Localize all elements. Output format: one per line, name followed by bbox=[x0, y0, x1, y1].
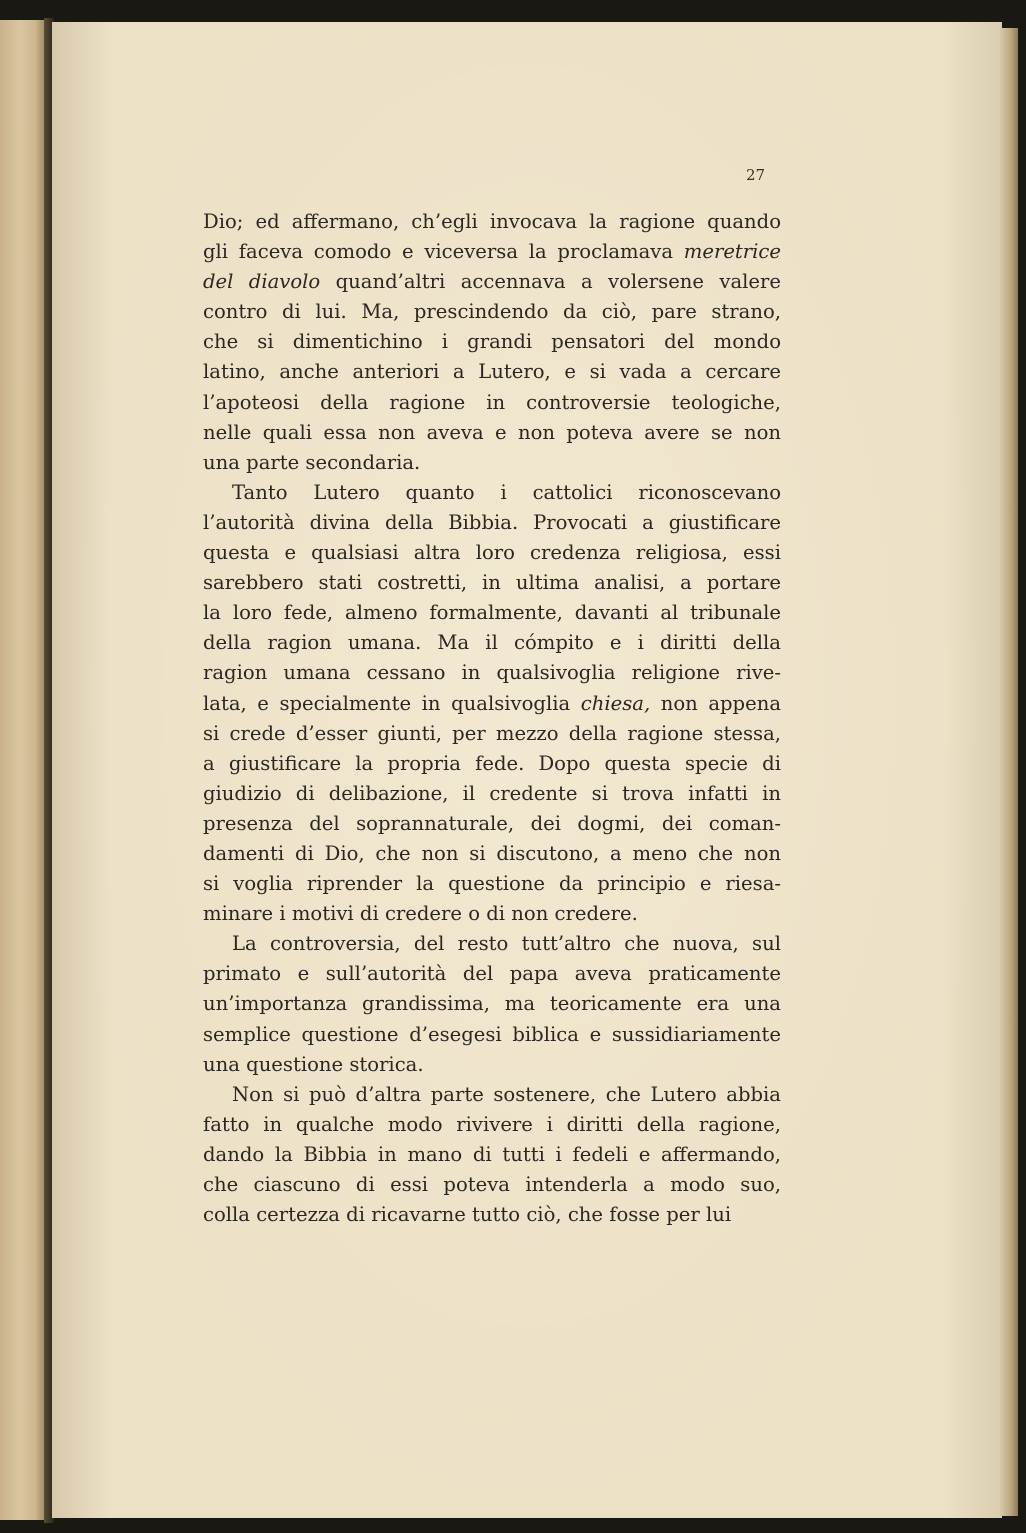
text-line: nelle quali essa non aveva e non poteva avere se non bbox=[203, 420, 781, 444]
text-line: minare i motivi di credere o di non credere. bbox=[203, 902, 638, 926]
text-line: un’importanza grandissima, ma teoricamente era una bbox=[203, 992, 781, 1016]
text-line: che ciascuno di essi poteva intenderla a modo suo, bbox=[203, 1173, 781, 1196]
text-line: una parte secondaria. bbox=[203, 450, 421, 474]
text-line: La controversia, del resto tutt’altro che nuova, sul bbox=[232, 932, 781, 956]
text-line: della ragion umana. Ma il cómpito e i diritti della bbox=[203, 631, 781, 655]
text-line: una questione storica. bbox=[203, 1052, 424, 1076]
text-line: Dio; ed affermano, ch’egli invocava la ragione quando bbox=[203, 210, 781, 233]
text-line: l’autorità divina della Bibbia. Provocati a giustificare bbox=[203, 510, 781, 534]
text-line: si crede d’esser giunti, per mezzo della ragione stessa, bbox=[203, 721, 781, 745]
text-line: presenza del soprannaturale, dei dogmi, dei coman- bbox=[203, 811, 781, 835]
text-line: si voglia riprender la questione da principio e riesa- bbox=[203, 872, 781, 896]
text-line: questa e qualsiasi altra loro credenza religiosa, essi bbox=[203, 541, 781, 565]
text-line: la loro fede, almeno formalmente, davanti al tribunale bbox=[203, 601, 781, 625]
text-line: a giustificare la propria fede. Dopo questa specie di bbox=[203, 751, 781, 775]
text-line: del diavolo quand’altri accennava a volersene valere bbox=[203, 270, 781, 294]
text-line: che si dimentichino i grandi pensatori del mondo bbox=[203, 330, 781, 354]
paragraph bbox=[203, 1080, 781, 1230]
text-line: giudizio di delibazione, il credente si trova infatti in bbox=[203, 781, 781, 805]
text-line: lata, e specialmente in qualsivoglia chiesa, non appena bbox=[203, 691, 781, 715]
paragraph bbox=[203, 478, 781, 929]
text-line: contro di lui. Ma, prescindendo da ciò, pare strano, bbox=[203, 300, 781, 324]
text-line: damenti di Dio, che non si discutono, a meno che non bbox=[203, 841, 781, 865]
text-line: ragion umana cessano in qualsivoglia religione rive- bbox=[203, 661, 781, 685]
paragraph bbox=[203, 929, 781, 1079]
text-line: Tanto Lutero quanto i cattolici riconoscevano bbox=[232, 480, 781, 504]
text-line: sarebbero stati costretti, in ultima analisi, a portare bbox=[203, 571, 781, 595]
text-line: colla certezza di ricavarne tutto ciò, che fosse per lui bbox=[203, 1203, 732, 1227]
text-line: semplice questione d’esegesi biblica e sussidiariamente bbox=[203, 1022, 781, 1046]
page-number: 27 bbox=[746, 166, 766, 184]
text-line: gli faceva comodo e viceversa la proclamava meretrice bbox=[203, 240, 781, 264]
text-line: l’apoteosi della ragione in controversie teologiche, bbox=[203, 390, 781, 414]
previous-page-edge bbox=[0, 20, 44, 1520]
body-text bbox=[203, 207, 781, 1230]
text-line: primato e sull’autorità del papa aveva praticamente bbox=[203, 962, 781, 986]
paragraph bbox=[203, 207, 781, 478]
text-line: fatto in qualche modo rivivere i diritti della ragione, bbox=[203, 1112, 781, 1136]
page-stack-edge bbox=[1000, 28, 1018, 1516]
text-line: dando la Bibbia in mano di tutti i fedeli e affermando, bbox=[203, 1142, 781, 1166]
text-line: latino, anche anteriori a Lutero, e si vada a cercare bbox=[203, 360, 781, 384]
text-line: Non si può d’altra parte sostenere, che Lutero abbia bbox=[232, 1082, 781, 1106]
